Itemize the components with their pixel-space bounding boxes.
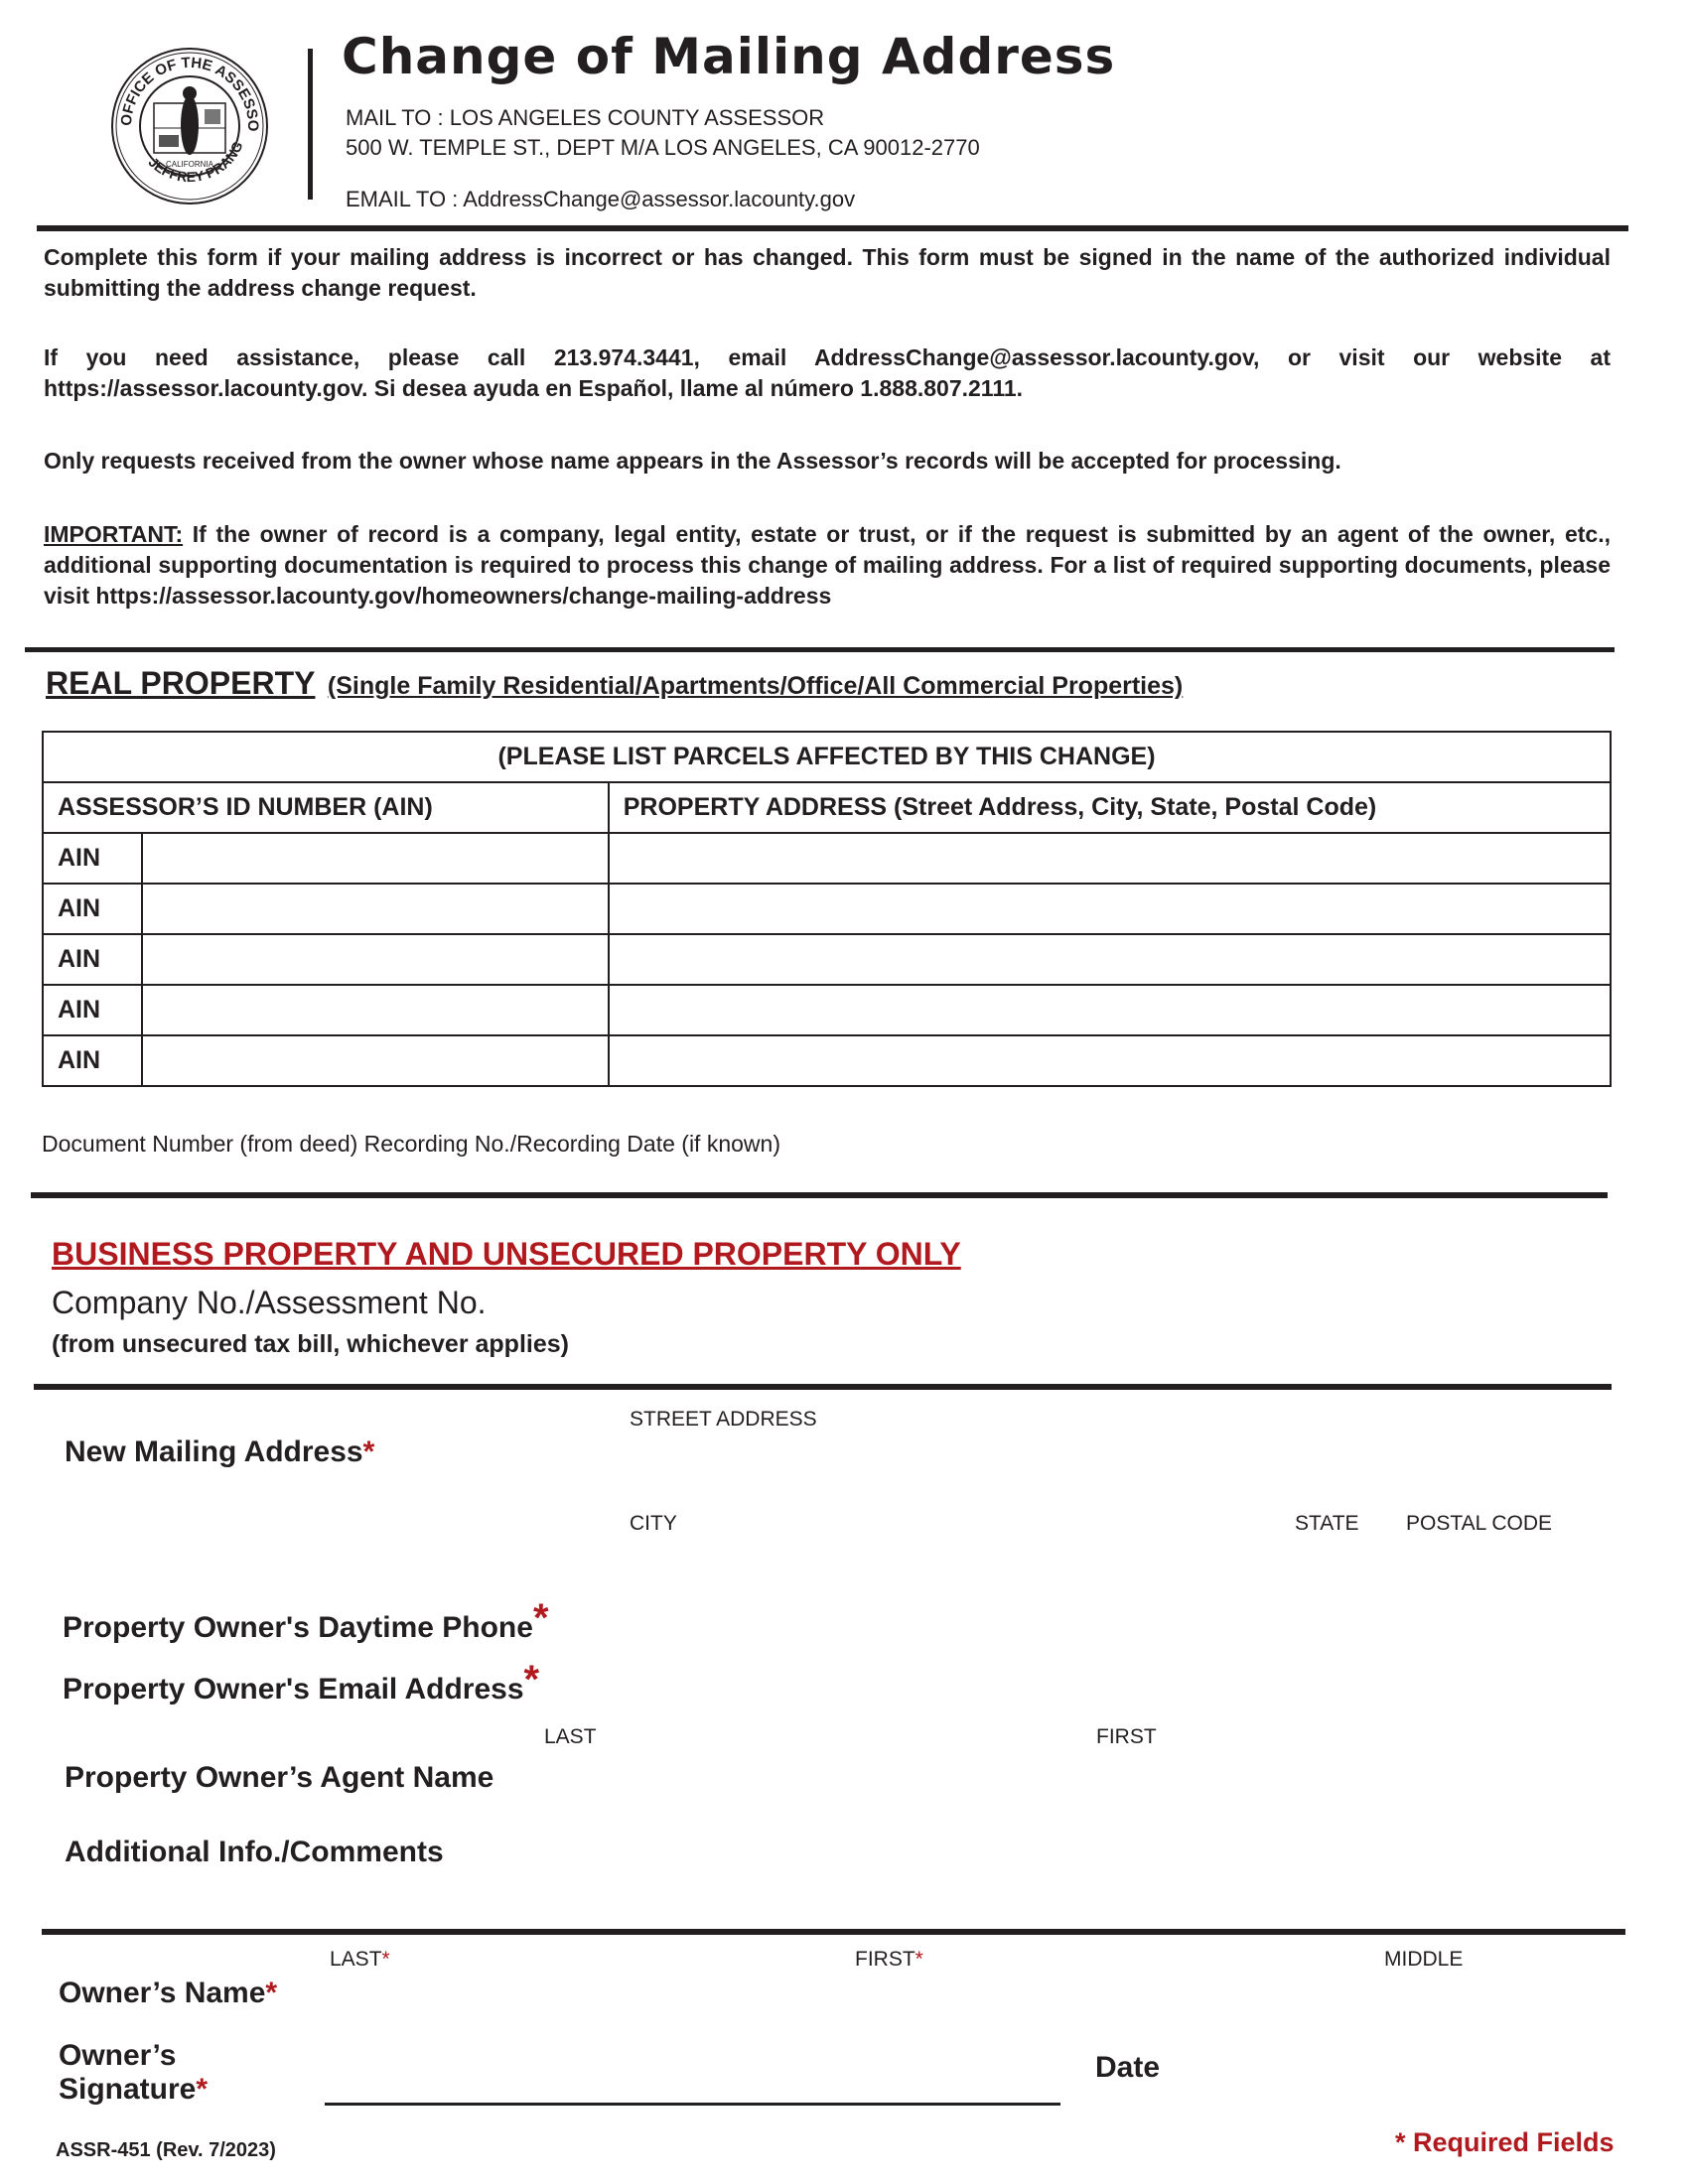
form-id: ASSR-451 (Rev. 7/2023): [56, 2139, 276, 2161]
city-label: CITY: [630, 1512, 677, 1535]
ain-input[interactable]: [142, 934, 609, 985]
svg-text:CALIFORNIA: CALIFORNIA: [165, 160, 214, 169]
required-asterisk: *: [362, 1435, 375, 1468]
divider: [31, 1192, 1608, 1198]
ain-input[interactable]: [142, 833, 609, 884]
divider: [37, 225, 1628, 231]
signature-line[interactable]: [325, 2055, 1060, 2106]
required-asterisk: *: [523, 1658, 540, 1702]
svg-text:OFFICE OF THE ASSESSOR: OFFICE OF THE ASSESSO: [117, 54, 262, 132]
table-row: [43, 1035, 1611, 1086]
ain-label: AIN: [43, 985, 142, 1035]
email-to: EMAIL TO : AddressChange@assessor.lacounty.gov: [346, 187, 856, 211]
required-asterisk: *: [532, 1596, 549, 1640]
instruction-important: [44, 519, 1611, 612]
owner-middle-input[interactable]: [1380, 1976, 1609, 2015]
table-row: [43, 833, 1611, 884]
owner-name-label: Owner’s Name*: [59, 1977, 278, 2009]
property-address-input[interactable]: [609, 1035, 1611, 1086]
ain-label: AIN: [43, 934, 142, 985]
street-address-input[interactable]: [630, 1434, 1603, 1474]
divider: [42, 1929, 1625, 1935]
column-header-ain: ASSESSOR’S ID NUMBER (AIN): [43, 782, 609, 833]
real-property-subheading: (Single Family Residential/Apartments/Office/All Commercial Properties): [327, 672, 1184, 700]
agent-last-input[interactable]: [536, 1753, 1072, 1793]
table-row: [43, 884, 1611, 934]
state-input[interactable]: [1291, 1539, 1390, 1578]
document-number-input[interactable]: [894, 1122, 1589, 1161]
property-address-input[interactable]: [609, 985, 1611, 1035]
mail-to: MAIL TO : LOS ANGELES COUNTY ASSESSOR: [346, 105, 825, 130]
agent-last-label: LAST: [544, 1725, 597, 1748]
table-row: [43, 985, 1611, 1035]
svg-text:JEFFREY PRANG: JEFFREY PRANG: [145, 138, 246, 186]
comments-input[interactable]: [477, 1827, 1599, 1886]
business-property-heading: BUSINESS PROPERTY AND UNSECURED PROPERTY ONLY: [52, 1236, 961, 1272]
daytime-phone-input[interactable]: [755, 1594, 1599, 1634]
owner-first-label: FIRST*: [855, 1948, 923, 1971]
ain-input[interactable]: [142, 884, 609, 934]
parcels-table-title: (PLEASE LIST PARCELS AFFECTED BY THIS CHANGE): [43, 732, 1611, 782]
property-address-input[interactable]: [609, 884, 1611, 934]
table-row: [43, 934, 1611, 985]
owner-first-input[interactable]: [849, 1976, 1365, 2015]
instruction-complete-form: Complete this form if your mailing address is incorrect or has changed. This form must be signed in the name of the authorized individual submitting the address change request.: [44, 244, 1611, 301]
page-title: Change of Mailing Address: [342, 28, 1116, 85]
header-divider: [308, 49, 313, 200]
street-address-label: STREET ADDRESS: [630, 1408, 817, 1431]
column-header-address: PROPERTY ADDRESS (Street Address, City, State, Postal Code): [609, 782, 1611, 833]
mail-address: 500 W. TEMPLE ST., DEPT M/A LOS ANGELES, CA 90012-2770: [346, 135, 980, 160]
ain-input[interactable]: [142, 1035, 609, 1086]
email-address-input[interactable]: [755, 1656, 1599, 1696]
required-fields-note: * Required Fields: [1395, 2127, 1615, 2157]
real-property-heading: REAL PROPERTY (Single Family Residential/Apartments/Office/All Commercial Properties): [46, 665, 1184, 701]
company-no-label: Company No./Assessment No.: [52, 1285, 487, 1320]
ain-label: AIN: [43, 833, 142, 884]
parcels-table: [42, 731, 1612, 1087]
owner-middle-label: MIDDLE: [1384, 1948, 1464, 1971]
instruction-assistance: If you need assistance, please call 213.974.3441, email AddressChange@assessor.lacounty.gov, or visit our website at https://assessor.lacounty.gov. Si desea ayuda en Español, llame al número 1.888.807.2111.: [44, 344, 1611, 401]
email-address-label: Property Owner's Email Address*: [63, 1658, 540, 1706]
ain-label: AIN: [43, 1035, 142, 1086]
postal-code-label: POSTAL CODE: [1406, 1512, 1553, 1535]
owner-signature-label: Owner’s Signature*: [59, 2039, 209, 2106]
company-no-note: (from unsecured tax bill, whichever applies): [52, 1330, 569, 1358]
date-input[interactable]: [1192, 2045, 1609, 2093]
agent-first-label: FIRST: [1096, 1725, 1157, 1748]
property-address-input[interactable]: [609, 833, 1611, 884]
divider: [25, 647, 1615, 652]
owner-last-label: LAST*: [330, 1948, 390, 1971]
owner-last-input[interactable]: [323, 1976, 839, 2015]
comments-label: Additional Info./Comments: [65, 1836, 444, 1868]
date-label: Date: [1095, 2051, 1161, 2084]
new-mailing-address-label: New Mailing Address*: [65, 1435, 375, 1468]
agent-name-label: Property Owner’s Agent Name: [65, 1761, 494, 1794]
instruction-owner-only: Only requests received from the owner whose name appears in the Assessor’s records will be accepted for processing.: [44, 448, 1341, 474]
divider: [34, 1384, 1612, 1390]
important-label: IMPORTANT:: [44, 521, 184, 547]
daytime-phone-label: Property Owner's Daytime Phone*: [63, 1596, 549, 1644]
ain-input[interactable]: [142, 985, 609, 1035]
property-address-input[interactable]: [609, 934, 1611, 985]
assessor-seal-logo: [109, 46, 270, 206]
ain-label: AIN: [43, 884, 142, 934]
document-number-label: Document Number (from deed) Recording No./Recording Date (if known): [42, 1131, 780, 1157]
city-input[interactable]: [630, 1539, 1275, 1578]
company-no-input[interactable]: [630, 1281, 1603, 1330]
agent-first-input[interactable]: [1092, 1753, 1599, 1793]
important-text: If the owner of record is a company, legal entity, estate or trust, or if the request is submitted by an agent of the owner, etc., additional supporting documentation is required to process this change of mailing address. For a list of required supporting documents, please visit https://assessor.lacounty.gov/homeowners/change-mailing-address: [44, 521, 1611, 609]
postal-code-input[interactable]: [1402, 1539, 1601, 1578]
state-label: STATE: [1295, 1512, 1359, 1535]
